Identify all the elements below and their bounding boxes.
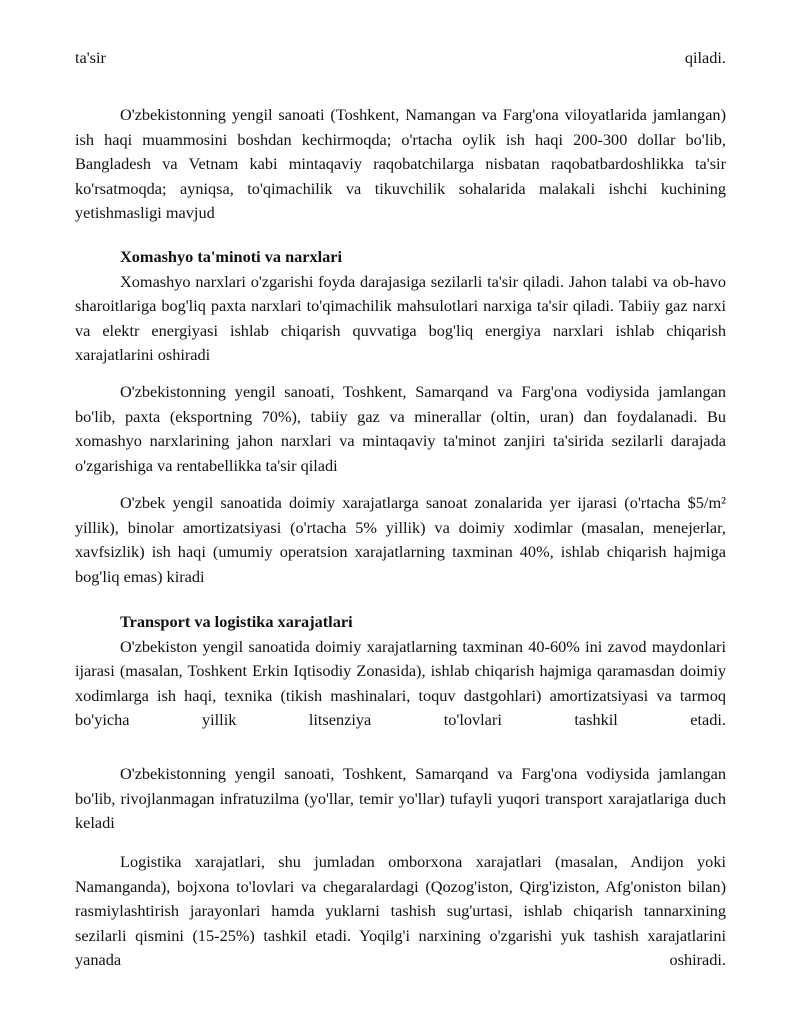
paragraph-transport-infrastructure: O'zbekistonning yengil sanoati, Toshkent, Samarqand va Farg'ona vodiysida jamlangan bo'lib, rivojlanmagan infratuzilma (yo'llar, temir yo'llar) tufayli yuqori transport xarajatlariga duch keladi [75, 764, 726, 833]
heading-raw-materials: Xomashyo ta'minoti va narxlari [120, 247, 343, 266]
continuation-left: ta'sir [75, 48, 106, 67]
paragraph-fixed-costs: O'zbek yengil sanoatida doimiy xarajatlarga sanoat zonalarida yer ijarasi (o'rtacha $5/m² yillik), binolar amortizatsiyasi (o'rtacha 5% yillik) va doimiy xodimlar (masalan, menejerlar, xavfsizlik) ish haqi (umumiy operatsion xarajatlarning taxminan 40%, ishlab chiqarish hajmiga bog'liq emas) kiradi [75, 493, 726, 586]
heading-transport-logistics: Transport va logistika xarajatlari [120, 612, 353, 631]
paragraph-fixed-cost-share: O'zbekiston yengil sanoatida doimiy xarajatlarning taxminan 40-60% ini zavod maydonlari ijarasi (masalan, Toshkent Erkin Iqtisodiy Zonasida), ishlab chiqarish hajmiga qaramasdan doimiy xodimlarga ish haqi, texnika (tikish mashinalari, toquv dastgohlari) amortizatsiyasi va tarmoq bo'yicha yillik litsenziya to'lovlari tashkil etadi. [75, 636, 726, 730]
continuation-right: qiladi. [684, 48, 726, 67]
continuation-line [75, 46, 726, 71]
paragraph-raw-material-sources: O'zbekistonning yengil sanoati, Toshkent, Samarqand va Farg'ona vodiysida jamlangan bo'lib, paxta (eksportning 70%), tabiiy gaz va minerallar (oltin, uran) dan foydalanadi. Bu xomashyo narxlarining jahon narxlari va mintaqaviy ta'minot zanjiri ta'sirida sezilarli darajada o'zgarishiga va rentabellikka ta'sir qiladi [75, 382, 726, 475]
paragraph-labor-wages: O'zbekistonning yengil sanoati (Toshkent, Namangan va Farg'ona viloyatlarida jamlangan) ish haqi muammosini boshdan kechirmoqda; o'rtacha oylik ish haqi 200-300 dollar bo'lib, Bangladesh va Vetnam kabi mintaqaviy raqobatchilarga nisbatan raqobatbardoshlikka ta'sir ko'rsatmoqda; ayniqsa, to'qimachilik va tikuvchilik sohalarida malakali ishchi kuchining yetishmasligi mavjud [75, 105, 726, 223]
paragraph-raw-material-prices: Xomashyo narxlari o'zgarishi foyda darajasiga sezilarli ta'sir qiladi. Jahon talabi va ob-havo sharoitlariga bog'liq paxta narxlari to'qimachilik mahsulotlari narxiga ta'sir qiladi. Tabiiy gaz narxi va elektr energiyasi ishlab chiqarish quvvatiga bog'liq energiya narxlari ishlab chiqarish xarajatlarini oshiradi [75, 271, 726, 365]
paragraph-logistics-costs: Logistika xarajatlari, shu jumladan omborxona xarajatlari (masalan, Andijon yoki Namanganda), bojxona to'lovlari va chegaralardagi (Qozog'iston, Qirg'iziston, Afg'oniston bilan) rasmiylashtirish jarayonlari hamda yuklarni tashish sug'urtasi, ishlab chiqarish tannarxining sezilarli qismini (15-25%) tashkil etadi. Yoqilg'i narxining o'zgarishi yuk tashish xarajatlarini yanada oshiradi. [75, 852, 726, 970]
